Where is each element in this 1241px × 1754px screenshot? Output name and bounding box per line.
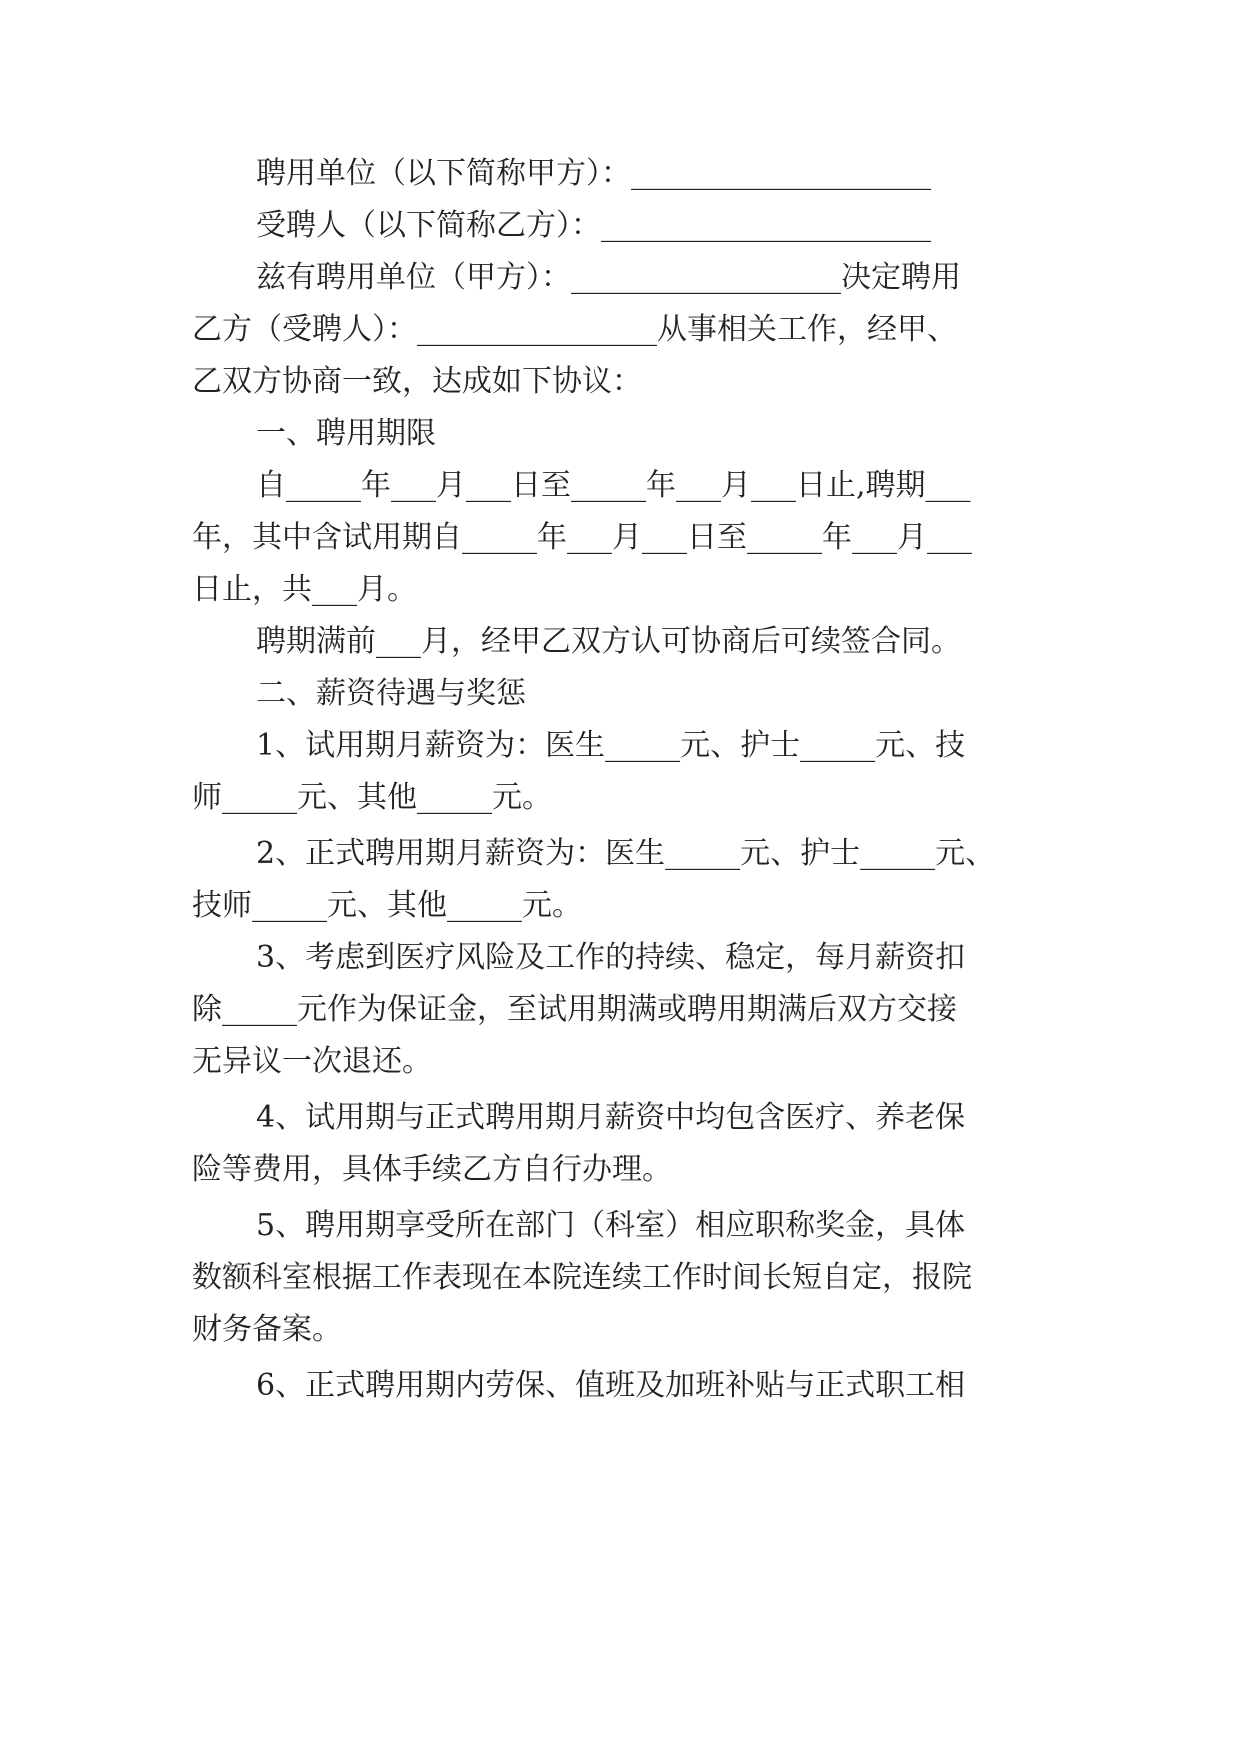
term-line-1: 自_____年___月___日至_____年___月___日止,聘期___ xyxy=(256,468,971,503)
intro-line-1: 兹有聘用单位（甲方）：__________________决定聘用 xyxy=(256,260,961,295)
salary-item-3-line-2: 除_____元作为保证金，至试用期满或聘用期满后双方交接 xyxy=(192,992,957,1027)
salary-item-1-line-2: 师_____元、其他_____元。 xyxy=(192,780,552,815)
salary-item-3-line-1: 3、考虑到医疗风险及工作的持续、稳定，每月薪资扣 xyxy=(256,940,966,975)
salary-item-5-line-1: 5、聘用期享受所在部门（科室）相应职称奖金，具体 xyxy=(256,1208,966,1243)
term-line-2: 年，其中含试用期自_____年___月___日至_____年___月___ xyxy=(192,520,972,555)
section-heading-salary: 二、薪资待遇与奖惩 xyxy=(256,676,526,711)
employee-line: 受聘人（以下简称乙方）：______________________ xyxy=(256,208,931,243)
intro-line-2: 乙方（受聘人）：________________从事相关工作，经甲、 xyxy=(192,312,957,347)
salary-item-3-line-3: 无异议一次退还。 xyxy=(192,1044,432,1079)
salary-item-4-line-2: 险等费用，具体手续乙方自行办理。 xyxy=(192,1152,672,1187)
salary-item-4-line-1: 4、试用期与正式聘用期月薪资中均包含医疗、养老保 xyxy=(256,1100,966,1135)
intro-line-3: 乙双方协商一致，达成如下协议： xyxy=(192,364,642,399)
salary-item-5-line-3: 财务备案。 xyxy=(192,1312,342,1347)
section-heading-term: 一、聘用期限 xyxy=(256,416,436,451)
salary-item-6-line-1: 6、正式聘用期内劳保、值班及加班补贴与正式职工相 xyxy=(256,1368,966,1403)
term-line-3: 日止，共___月。 xyxy=(192,572,417,607)
salary-item-1-line-1: 1、试用期月薪资为：医生_____元、护士_____元、技 xyxy=(256,728,966,763)
salary-item-5-line-2: 数额科室根据工作表现在本院连续工作时间长短自定，报院 xyxy=(192,1260,972,1295)
employer-line: 聘用单位（以下简称甲方）：____________________ xyxy=(256,156,931,191)
salary-item-2-line-1: 2、正式聘用期月薪资为：医生_____元、护士_____元、 xyxy=(256,836,996,871)
renewal-line: 聘期满前___月，经甲乙双方认可协商后可续签合同。 xyxy=(256,624,961,659)
salary-item-2-line-2: 技师_____元、其他_____元。 xyxy=(192,888,582,923)
